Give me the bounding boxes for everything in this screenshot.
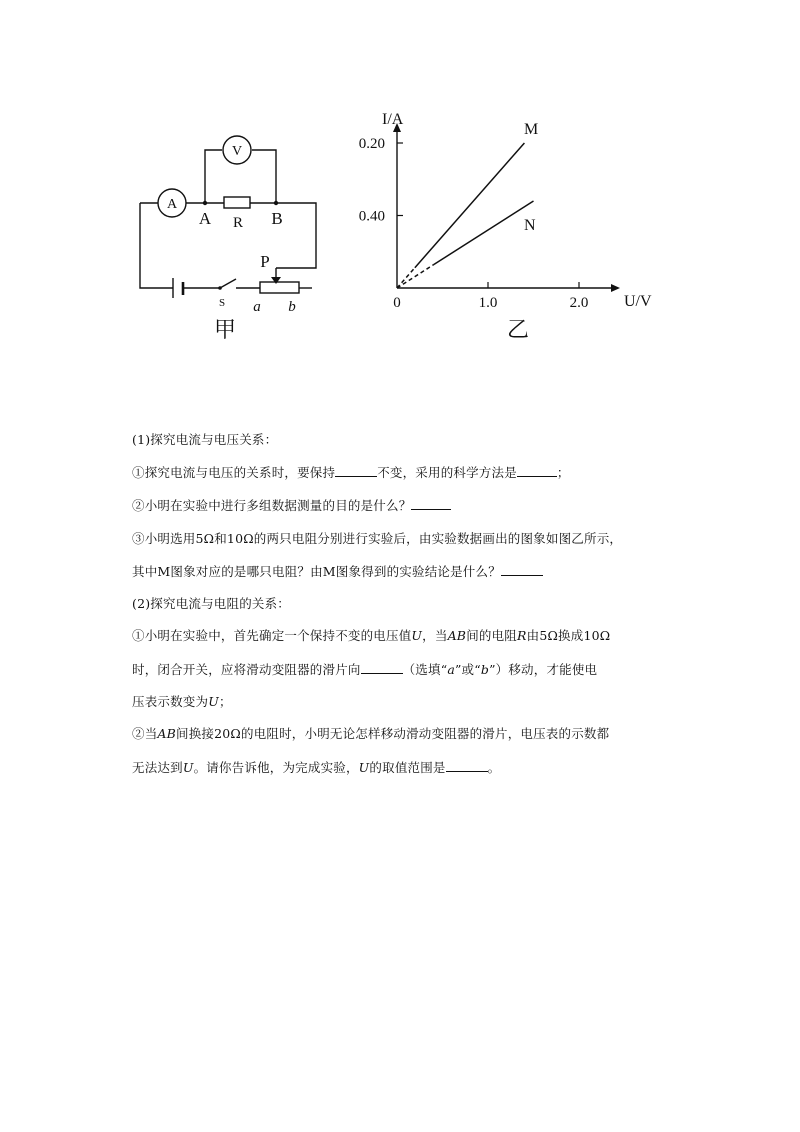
y-tick-label: 0.40: [358, 208, 385, 225]
line-n-label: N: [524, 217, 536, 234]
ammeter-label: A: [166, 197, 178, 212]
answer-blank[interactable]: [446, 759, 488, 772]
q2-item2-line1: ②当AB间换接20Ω的电阻时，小明无论怎样移动滑动变阻器的滑片，电压表的示数都: [132, 726, 610, 741]
graph-lines: [397, 143, 534, 288]
series-m-line: [415, 143, 525, 268]
q2-item1-line3: 压表示数变为U；: [132, 694, 232, 709]
q2-item1-line2: 时，闭合开关，应将滑动变阻器的滑片向 （选填“a”或“b”）移动，才能使电: [132, 662, 598, 677]
circuit-caption: 甲: [213, 318, 237, 343]
junction-b: [274, 201, 278, 205]
end-b-label: b: [288, 299, 296, 315]
circuit-diagram: [140, 150, 316, 288]
junction-a: [203, 201, 207, 205]
q2-item2-line2: 无法达到U。请你告诉他，为完成实验，U的取值范围是 。: [132, 760, 501, 775]
resistor-label: R: [232, 215, 244, 231]
y-tick-label: 0.20: [358, 136, 385, 152]
slider-label: P: [260, 252, 270, 271]
x-axis-label: U/V: [624, 293, 652, 310]
q2-item1-line1: ①小明在实验中，首先确定一个保持不变的电压值U，当AB间的电阻R由5Ω换成10Ω: [132, 628, 611, 643]
series-m-dashed: [397, 268, 415, 288]
origin-label: 0: [393, 295, 401, 311]
answer-blank[interactable]: [411, 497, 451, 510]
figure: [0, 0, 800, 360]
q2-title: (2)探究电流与电阻的关系：: [132, 596, 291, 611]
node-b-label: B: [271, 209, 283, 228]
x-axis-arrow: [611, 284, 620, 292]
circuit-components: [158, 136, 299, 343]
resistor-r: [224, 197, 250, 208]
q1-item3-line2: 其中M图象对应的是哪只电阻？由M图象得到的实验结论是什么？: [132, 563, 543, 580]
answer-blank[interactable]: [501, 563, 543, 576]
q1-item2: ②小明在实验中进行多组数据测量的目的是什么？: [132, 497, 451, 514]
switch-label: S: [218, 297, 226, 309]
q1-item3-line1: ③小明选用5Ω和10Ω的两只电阻分别进行实验后，由实验数据画出的图象如图乙所示，: [132, 531, 623, 546]
node-a-label: A: [198, 209, 212, 228]
x-tick-label: 2.0: [569, 295, 589, 311]
graph-ticks: [359, 136, 589, 311]
x-tick-label: 1.0: [478, 295, 498, 311]
voltmeter-label: V: [231, 144, 243, 159]
end-a-label: a: [253, 299, 261, 315]
iu-graph: [359, 111, 652, 343]
rheostat: [260, 282, 299, 293]
line-m-label: M: [524, 121, 539, 138]
y-axis-label: I/A: [382, 111, 404, 128]
q1-title: (1)探究电流与电压关系：: [132, 432, 278, 447]
q1-item1: ①探究电流与电压的关系时，要保持 不变，采用的科学方法是 ；: [132, 465, 570, 480]
series-n-line: [434, 201, 534, 265]
answer-blank[interactable]: [335, 464, 377, 477]
graph-caption: 乙: [506, 318, 530, 343]
switch-contact: [218, 286, 222, 290]
answer-blank[interactable]: [361, 661, 403, 674]
answer-blank[interactable]: [517, 464, 557, 477]
